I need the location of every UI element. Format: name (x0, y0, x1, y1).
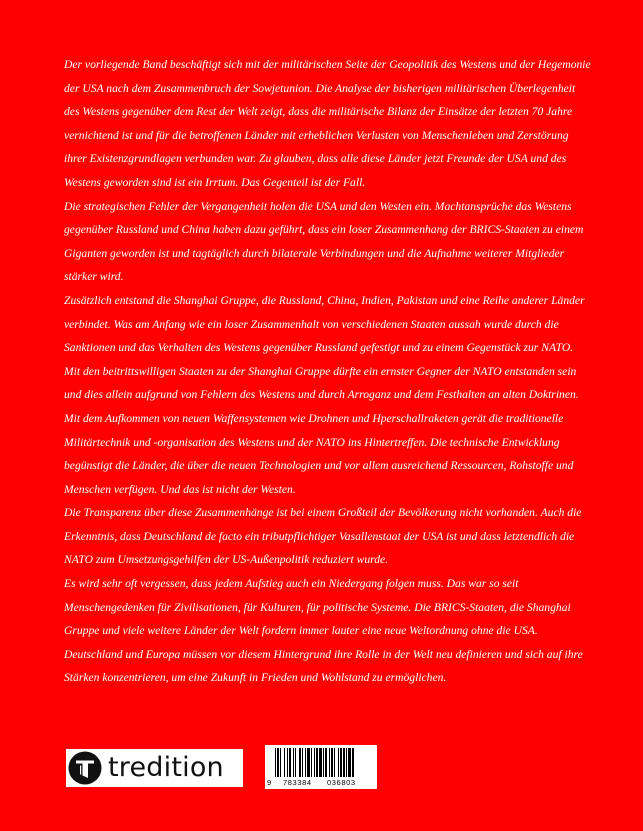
blurb-paragraph-1: Der vorliegende Band beschäftigt sich mit der militärischen Seite der Geopolitik des Westens und der Hegemonie der USA nach dem Zusammenbruch der Sowjetunion. Die Analyse der bisherigen militärischen Überlegenheit des Westens gegenüber dem Rest der Welt zeigt, dass die militärische Bilanz der Einsätze der letzten 70 Jahre vernichtend ist und für die betroffenen Länder mit erheblichen Verlusten von Menschenleben und Zerstörung ihrer Existenzgrundlagen verbunden war. Zu glauben, dass alle diese Länder jetzt Freunde der USA und des Westens geworden sind ist ein Irrtum. Das Gegenteil ist der Fall. (64, 58, 591, 189)
tredition-logo-icon (68, 751, 102, 785)
barcode-group-2: 036803 (327, 778, 356, 787)
barcode-group-1: 783384 (283, 778, 312, 787)
barcode-digits (265, 777, 377, 789)
publisher-name: tredition (108, 752, 224, 783)
publisher-logo (66, 749, 243, 787)
back-cover-blurb (64, 53, 592, 690)
isbn-barcode (265, 745, 377, 789)
blurb-paragraph-5: Es wird sehr oft vergessen, dass jedem Aufstieg auch ein Niedergang folgen muss. Das war so seit Menschengedenken für Zivilisationen, für Kulturen, für politische Systeme. Die BRICS-Staaten, die Shanghai Gruppe und viele weitere Länder der Welt fordern immer lauter eine neue Weltordnung ohne die USA. Deutschland und Europa müssen vor diesem Hintergrund ihre Rolle in der Welt neu definieren und sich auf ihre Stärken konzentrieren, um eine Zukunft in Frieden und Wohlstand zu ermöglichen. (64, 577, 583, 685)
blurb-paragraph-4: Die Transparenz über diese Zusammenhänge ist bei einem Großteil der Bevölkerung nicht vorhanden. Auch die Erkenntnis, dass Deutschland de facto ein tributpflichtiger Vasallenstaat der USA ist und dass letztendlich die NATO zum Umsetzungsgehilfen der US-Außenpolitik reduziert wurde. (64, 506, 582, 567)
blurb-paragraph-2: Die strategischen Fehler der Vergangenheit holen die USA und den Westen ein. Machtansprüche das Westens gegenüber Russland und China haben dazu geführt, dass ein loser Zusammenhang der BRICS-Staaten zu einem Giganten geworden ist und tagtäglich durch bilaterale Verbindungen und die Aufnahme weiterer Mitglieder stärker wird. (64, 199, 584, 284)
blurb-paragraph-3: Zusätzlich entstand die Shanghai Gruppe, die Russland, China, Indien, Pakistan und eine Reihe anderer Länder verbindet. Was am Anfang wie ein loser Zusammenhalt von verschiedenen Staaten aussah wurde durch die Sanktionen und das Verhalten des Westens gegenüber Russland gefestigt und zu einem Gegenstück zur NATO. Mit den beitrittswilligen Staaten zu der Shanghai Gruppe dürfte ein ernster Gegner der NATO entstanden sein und dies allein aufgrund von Fehlern des Westens und durch Arroganz und dem Festhalten an alten Doktrinen. Mit dem Aufkommen von neuen Waffensystemen wie Drohnen und Hperschallraketen gerät die traditionelle Militärtechnik und -organisation des Westens und der NATO ins Hintertreffen. Die technische Entwicklung begünstigt die Länder, die über die neuen Technologien und vor allem ausreichend Ressourcen, Rohstoffe und Menschen verfügen. Und das ist nicht der Westen. (64, 293, 585, 496)
barcode-first-digit: 9 (267, 778, 272, 787)
